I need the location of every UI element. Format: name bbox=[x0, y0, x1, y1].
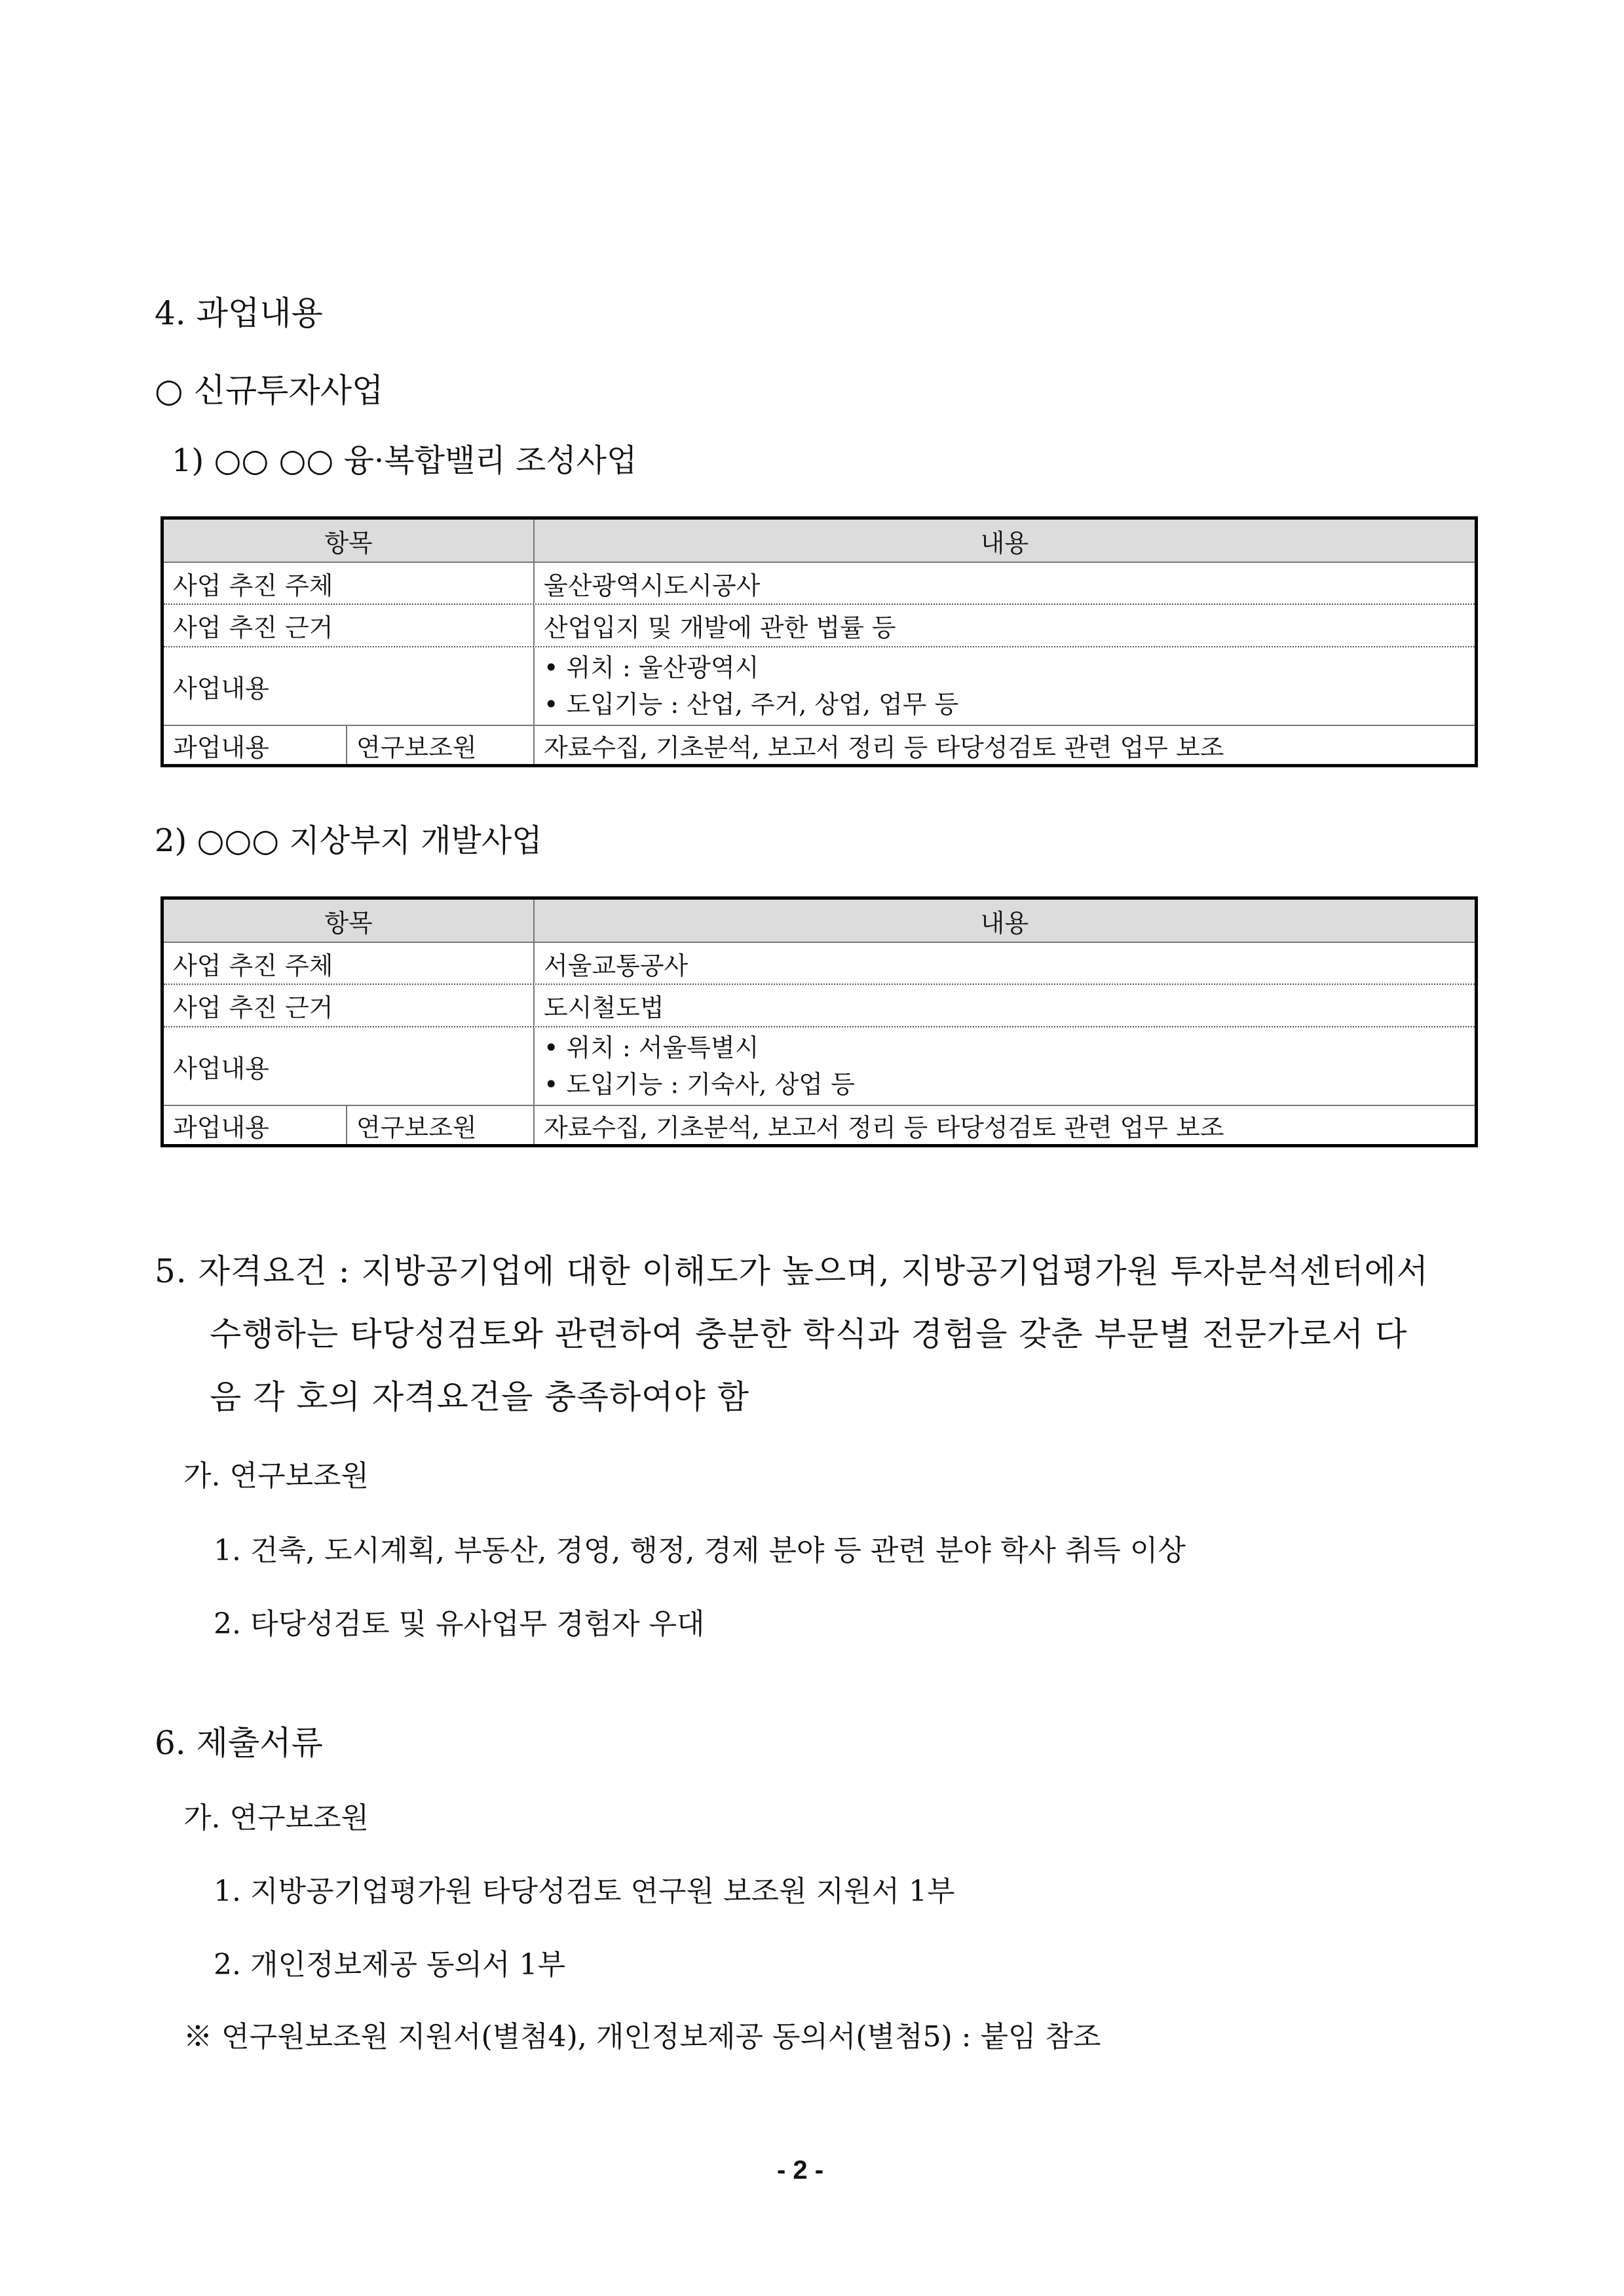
project-2-table bbox=[161, 896, 1478, 1147]
bullet-item: • 위치 : 울산광역시 bbox=[544, 653, 759, 682]
bullet-item: • 위치 : 서울특별시 bbox=[544, 1033, 759, 1062]
header-content: 내용 bbox=[980, 528, 1029, 558]
table-row bbox=[164, 985, 1475, 1027]
section-5-item-1: 1. 건축, 도시계획, 부동산, 경영, 행정, 경제 분야 등 관련 분야 학사 취득 이상 bbox=[214, 1534, 1186, 1567]
page-number: - 2 - bbox=[777, 2156, 824, 2185]
table-header-row bbox=[164, 520, 1475, 563]
section-6-note: ※ 연구원보조원 지원서(별첨4), 개인정보제공 동의서(별첨5) : 붙임 참조 bbox=[183, 2020, 1101, 2054]
project-2-title: 2) ○○○ 지상부지 개발사업 bbox=[155, 822, 542, 859]
row-label: 사업내용 bbox=[164, 647, 535, 725]
row-value: 도시철도법 bbox=[544, 993, 664, 1022]
row-label: 과업내용 bbox=[164, 1106, 347, 1144]
section-5-line-3: 음 각 호의 자격요건을 충족하여야 함 bbox=[210, 1378, 749, 1416]
header-item: 항목 bbox=[164, 900, 535, 942]
project-1-table bbox=[161, 516, 1478, 767]
section-4-subheading: ○ 신규투자사업 bbox=[155, 372, 384, 410]
table-row bbox=[164, 943, 1475, 985]
section-5-sub-title: 가. 연구보조원 bbox=[183, 1459, 369, 1493]
row-value-list bbox=[535, 1027, 1475, 1105]
table-row bbox=[164, 563, 1475, 605]
row-value: 서울교통공사 bbox=[544, 951, 689, 980]
row-sublabel: 연구보조원 bbox=[347, 726, 535, 764]
row-label: 사업 추진 주체 bbox=[164, 563, 535, 603]
project-1-title: 1) ○○ ○○ 융·복합밸리 조성사업 bbox=[172, 442, 637, 479]
row-value: 자료수집, 기초분석, 보고서 정리 등 타당성검토 관련 업무 보조 bbox=[544, 1113, 1224, 1142]
row-value: 산업입지 및 개발에 관한 법률 등 bbox=[544, 613, 896, 642]
bullet-item: • 도입기능 : 기숙사, 상업 등 bbox=[544, 1070, 855, 1099]
header-item: 항목 bbox=[164, 520, 535, 562]
row-label: 사업 추진 근거 bbox=[164, 985, 535, 1026]
row-value-list bbox=[535, 647, 1475, 725]
section-5-line-1: 5. 자격요건 : 지방공기업에 대한 이해도가 높으며, 지방공기업평가원 투자분석센터에서 bbox=[155, 1252, 1429, 1290]
header-content: 내용 bbox=[980, 908, 1029, 938]
row-label: 사업 추진 주체 bbox=[164, 943, 535, 984]
section-5-line-2: 수행하는 타당성검토와 관련하여 충분한 학식과 경험을 갖춘 부문별 전문가로서 다 bbox=[210, 1315, 1408, 1353]
row-label: 과업내용 bbox=[164, 726, 347, 764]
table-row bbox=[164, 647, 1475, 726]
table-row bbox=[164, 1027, 1475, 1106]
section-6-item-1: 1. 지방공기업평가원 타당성검토 연구원 보조원 지원서 1부 bbox=[214, 1875, 955, 1908]
section-5-item-2: 2. 타당성검토 및 유사업무 경험자 우대 bbox=[214, 1607, 705, 1641]
row-sublabel: 연구보조원 bbox=[347, 1106, 535, 1144]
section-6-sub-title: 가. 연구보조원 bbox=[183, 1801, 369, 1835]
row-value: 울산광역시도시공사 bbox=[544, 571, 761, 600]
bullet-item: • 도입기능 : 산업, 주거, 상업, 업무 등 bbox=[544, 690, 959, 719]
section-4-title: 4. 과업내용 bbox=[155, 294, 323, 332]
section-6-item-2: 2. 개인정보제공 동의서 1부 bbox=[214, 1948, 565, 1981]
row-label: 사업 추진 근거 bbox=[164, 605, 535, 646]
table-row bbox=[164, 1106, 1475, 1144]
table-row bbox=[164, 605, 1475, 647]
table-header-row bbox=[164, 900, 1475, 943]
row-label: 사업내용 bbox=[164, 1027, 535, 1105]
table-row bbox=[164, 726, 1475, 764]
row-value: 자료수집, 기초분석, 보고서 정리 등 타당성검토 관련 업무 보조 bbox=[544, 733, 1224, 762]
section-6-title: 6. 제출서류 bbox=[155, 1724, 323, 1762]
